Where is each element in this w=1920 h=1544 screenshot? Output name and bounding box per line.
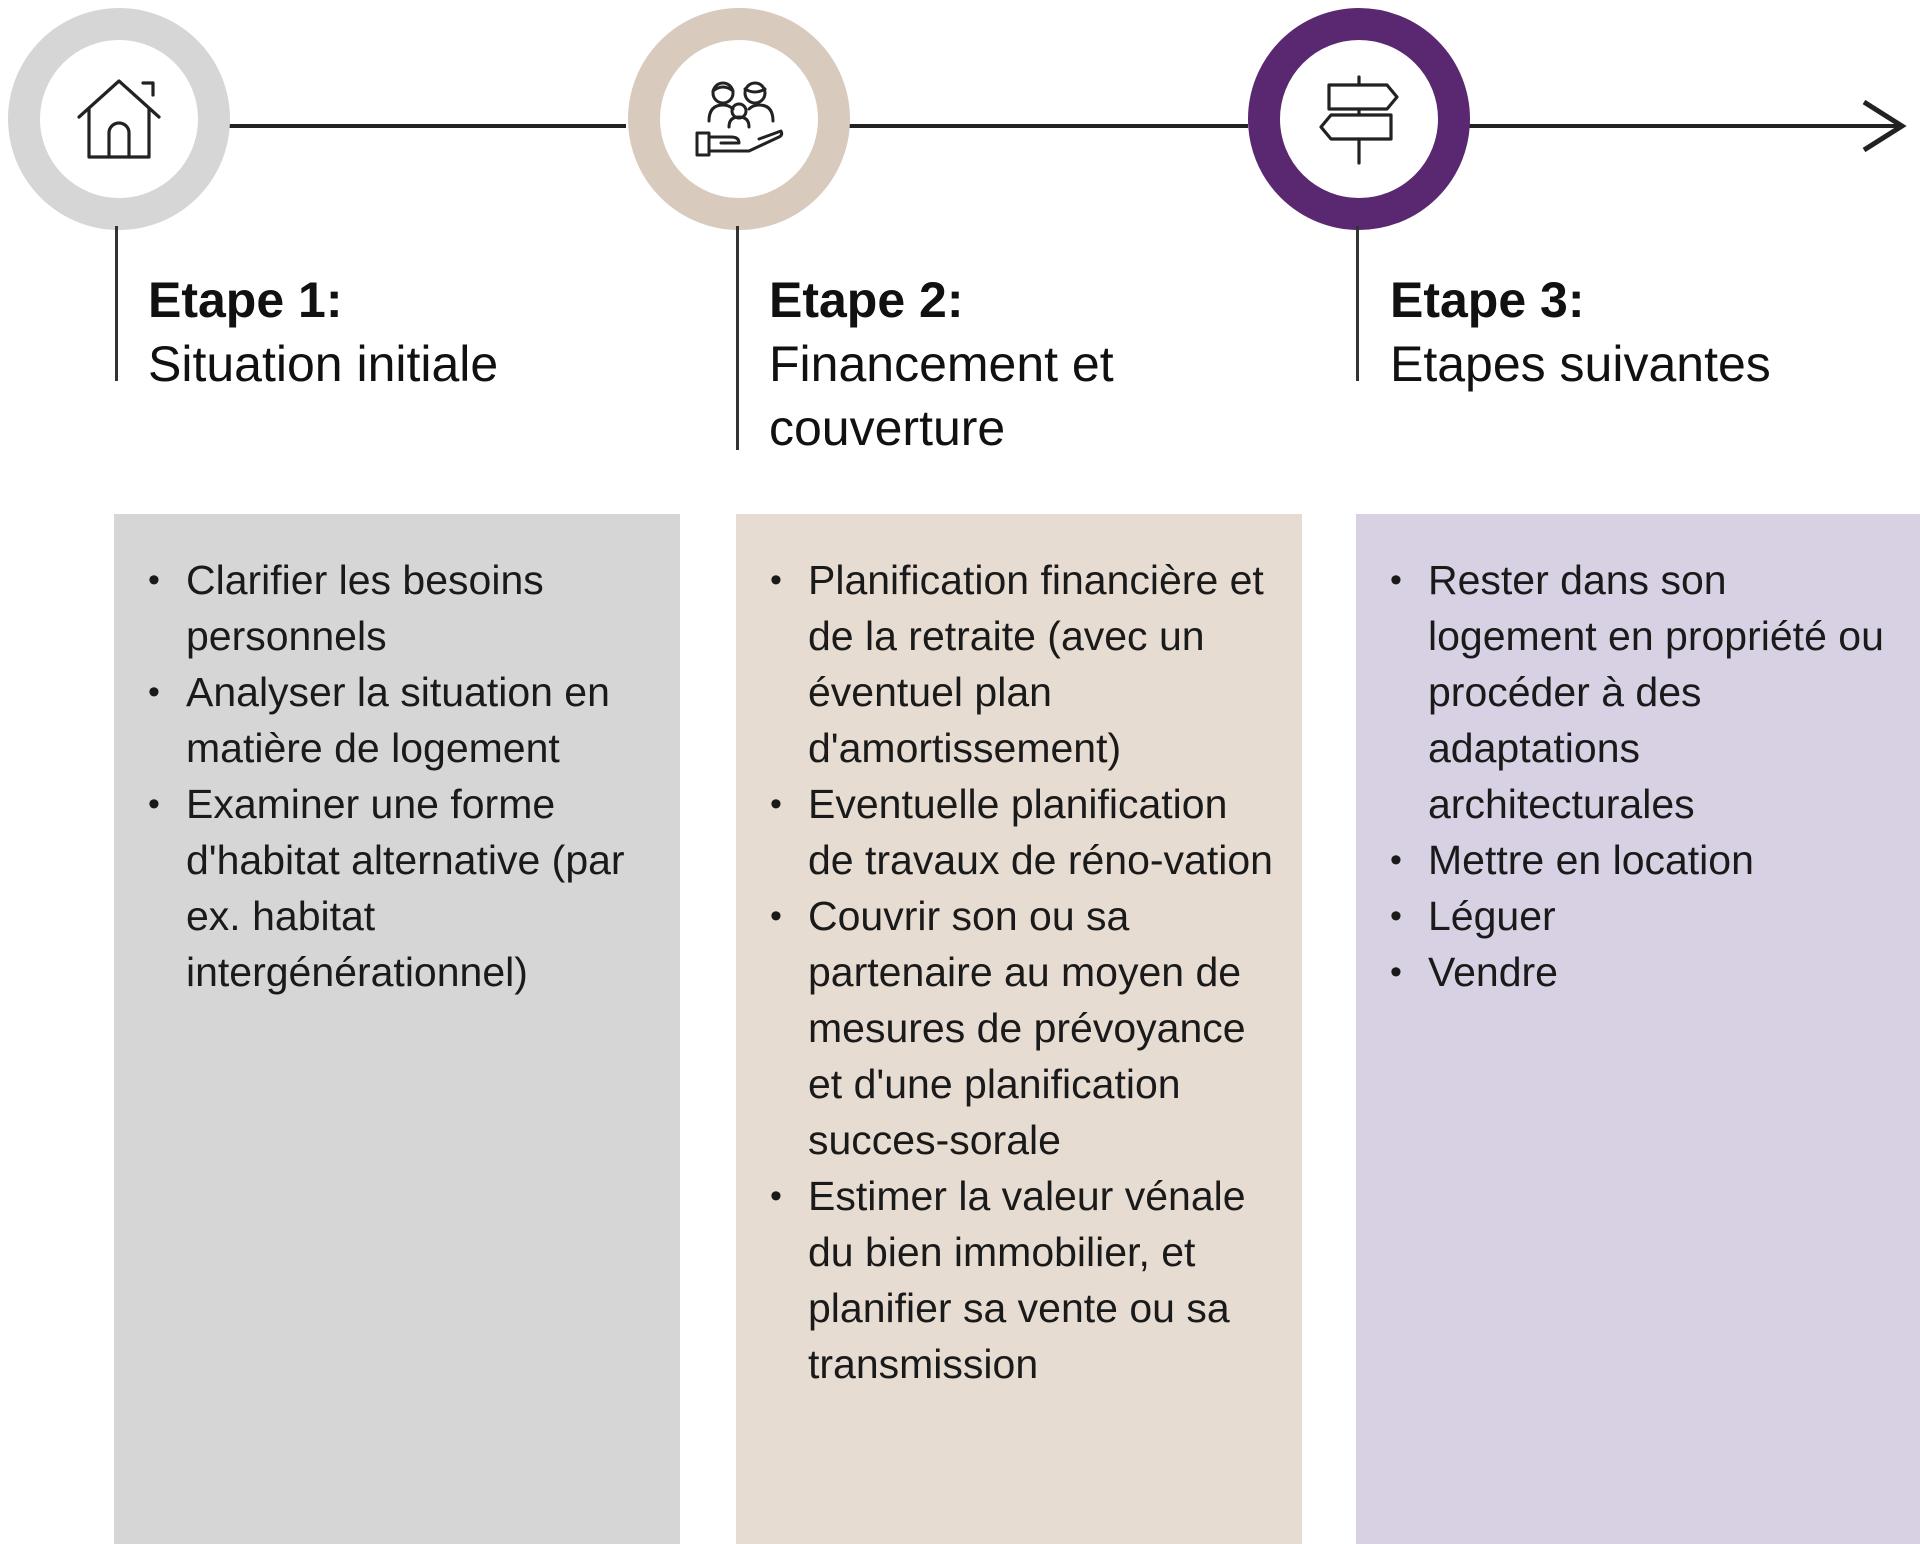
step-1-connector xyxy=(115,226,118,381)
list-item: • Léguer xyxy=(1390,888,1900,944)
step-2-number: Etape 2: xyxy=(769,272,964,328)
list-item: • Estimer la valeur vénale du bien immobilier, et planifier sa vente ou sa transmission xyxy=(770,1168,1282,1392)
list-item: • Analyser la situation en matière de logement xyxy=(148,664,660,776)
list-item: • Vendre xyxy=(1390,944,1900,1000)
list-item: • Couvrir son ou sa partenaire au moyen de mesures de prévoyance et d'une planification succes-sorale xyxy=(770,888,1282,1168)
list-item: • Clarifier les besoins personnels xyxy=(148,552,660,664)
house-icon xyxy=(71,71,167,167)
arrow-head-icon xyxy=(1858,100,1908,152)
step-3-label: Etapes suivantes xyxy=(1390,336,1771,392)
timeline-segment-1 xyxy=(222,124,626,128)
step-3-connector xyxy=(1356,226,1359,381)
step-2-label: Financement et couverture xyxy=(769,336,1114,456)
step-1-title xyxy=(148,268,568,396)
step-1-number: Etape 1: xyxy=(148,272,343,328)
step-3-number: Etape 3: xyxy=(1390,272,1585,328)
step-2-connector xyxy=(736,226,739,450)
step-1-label: Situation initiale xyxy=(148,336,499,392)
signpost-icon xyxy=(1311,71,1407,167)
timeline-segment-3 xyxy=(1464,124,1902,128)
step-2-title xyxy=(769,268,1149,460)
list-item: • Mettre en location xyxy=(1390,832,1900,888)
step-1-circle xyxy=(8,8,230,230)
step-1-panel xyxy=(114,514,680,1544)
step-3-panel xyxy=(1356,514,1920,1544)
family-in-hand-icon xyxy=(691,71,787,167)
list-item: • Planification financière et de la retraite (avec un éventuel plan d'amortissement) xyxy=(770,552,1282,776)
list-item: • Rester dans son logement en propriété ou procéder à des adaptations architecturales xyxy=(1390,552,1900,832)
list-item: • Examiner une forme d'habitat alternative (par ex. habitat intergénérationnel) xyxy=(148,776,660,1000)
timeline-segment-2 xyxy=(842,124,1248,128)
step-2-list xyxy=(770,552,1282,1392)
step-3-title xyxy=(1390,268,1810,396)
step-2-circle xyxy=(628,8,850,230)
step-3-list xyxy=(1390,552,1900,1000)
step-1-list xyxy=(148,552,660,1000)
step-2-panel xyxy=(736,514,1302,1544)
step-3-circle xyxy=(1248,8,1470,230)
list-item: • Eventuelle planification de travaux de réno-vation xyxy=(770,776,1282,888)
